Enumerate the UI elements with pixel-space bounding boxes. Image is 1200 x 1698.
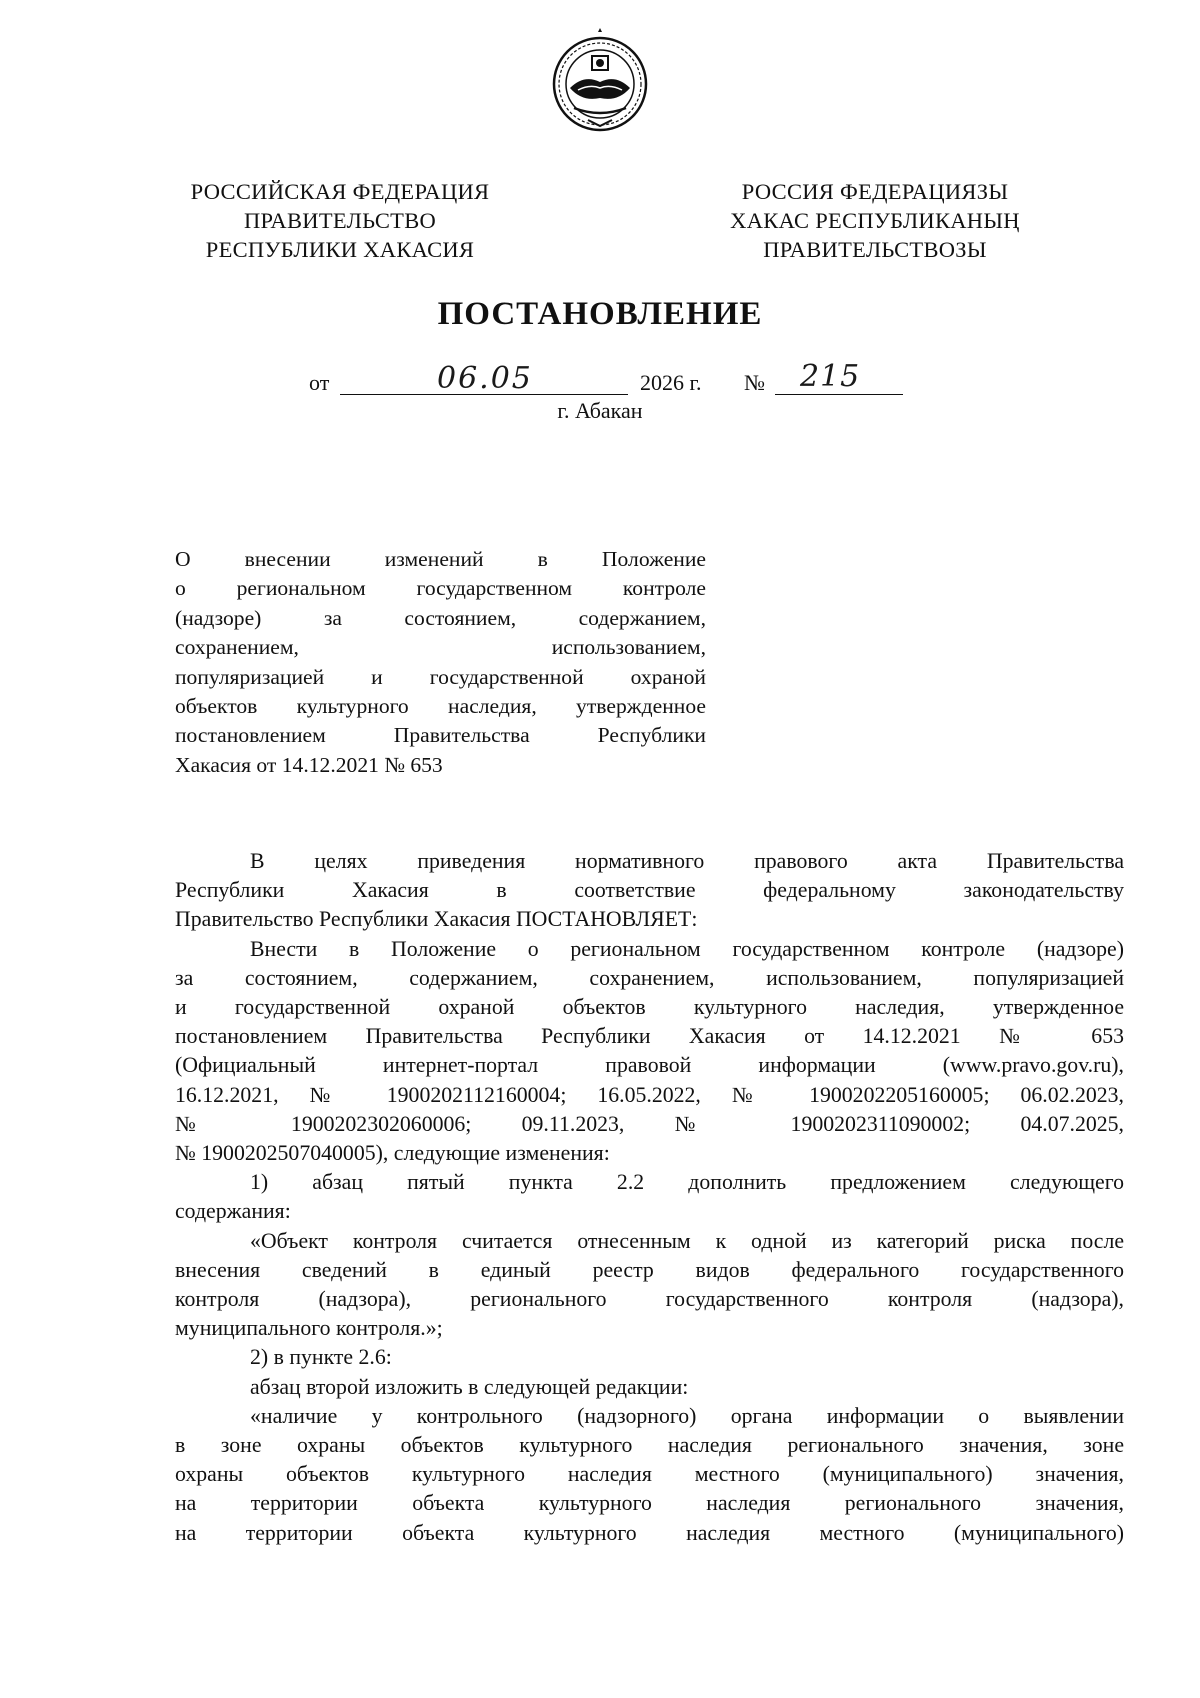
- body-line: В целях приведения нормативного правового акта Правительства: [250, 849, 1124, 873]
- subject-line: популяризацией и государственной охраной: [175, 664, 706, 689]
- subject-line: сохранением, использованием,: [175, 635, 706, 660]
- subject-line: объектов культурного наследия, утвержденное: [175, 694, 706, 719]
- body-line: № 1900202302060006; 09.11.2023, № 1900202311090002; 04.07.2025,: [175, 1111, 1124, 1136]
- header-line: ПРАВИТЕЛЬСТВО: [243, 208, 437, 233]
- document-body: [175, 847, 1124, 1548]
- subject-line: (надзоре) за состоянием, содержанием,: [175, 605, 706, 630]
- body-line: на территории объекта культурного наследия регионального значения,: [175, 1491, 1124, 1516]
- coat-of-arms-icon: [548, 22, 652, 140]
- body-line: внесения сведений в единый реестр видов федерального государственного: [175, 1257, 1124, 1282]
- body-line: контроля (надзора), регионального государственного контроля (надзора),: [175, 1287, 1124, 1312]
- subject-line: о региональном государственном контроле: [175, 576, 706, 601]
- body-line: в зоне охраны объектов культурного наследия регионального значения, зоне: [175, 1433, 1124, 1458]
- body-line: постановлением Правительства Республики Хакасия от 14.12.2021 № 653: [175, 1024, 1124, 1049]
- document-title: ПОСТАНОВЛЕНИЕ: [437, 296, 763, 332]
- body-line: Республики Хакасия в соответствие федеральному законодательству: [175, 878, 1124, 903]
- body-line: «Объект контроля считается отнесенным к одной из категорий риска после: [250, 1228, 1124, 1253]
- body-line: охраны объектов культурного наследия местного (муниципального) значения,: [175, 1462, 1124, 1487]
- body-line: 2) в пункте 2.6:: [250, 1345, 392, 1370]
- document-subject: [175, 545, 706, 780]
- date-handwritten: 06.05: [437, 361, 533, 396]
- number-underline: [775, 394, 903, 395]
- header-russian: [160, 177, 520, 264]
- header-line: РЕСПУБЛИКИ ХАКАСИЯ: [205, 237, 475, 262]
- date-from-label: от: [309, 370, 330, 395]
- subject-line: постановлением Правительства Республики: [175, 723, 706, 748]
- body-line: и государственной охраной объектов культурного наследия, утвержденное: [175, 995, 1124, 1020]
- subject-line: О внесении изменений в Положение: [175, 547, 706, 571]
- body-line: за состоянием, содержанием, сохранением, использованием, популяризацией: [175, 965, 1124, 990]
- body-line: № 1900202507040005), следующие изменения:: [175, 1141, 610, 1166]
- body-line: Внести в Положение о региональном государственном контроле (надзоре): [250, 936, 1124, 961]
- body-line: абзац второй изложить в следующей редакции:: [250, 1374, 689, 1399]
- body-line: (Официальный интернет-портал правовой информации (www.pravo.gov.ru),: [175, 1053, 1124, 1078]
- number-handwritten: 215: [800, 359, 861, 394]
- header-line: РОССИЙСКАЯ ФЕДЕРАЦИЯ: [190, 179, 490, 204]
- header-line: ХАКАС РЕСПУБЛИКАНЫҢ: [730, 208, 1020, 233]
- header-khakas: [695, 177, 1055, 264]
- body-line: 16.12.2021, № 1900202112160004; 16.05.2022, № 1900202205160005; 06.02.2023,: [175, 1082, 1124, 1107]
- year-label: 2026 г.: [640, 370, 702, 395]
- body-line: на территории объекта культурного наследия местного (муниципального): [175, 1520, 1124, 1545]
- body-line: «наличие у контрольного (надзорного) органа информации о выявлении: [250, 1403, 1124, 1428]
- header-line: РОССИЯ ФЕДЕРАЦИЯЗЫ: [741, 179, 1009, 204]
- header-line: ПРАВИТЕЛЬСТВОЗЫ: [763, 237, 987, 262]
- body-line: 1) абзац пятый пункта 2.2 дополнить предложением следующего: [250, 1170, 1124, 1195]
- number-label: №: [744, 370, 765, 395]
- body-line: муниципального контроля.»;: [175, 1316, 443, 1341]
- city-label: г. Абакан: [557, 398, 643, 423]
- body-line: содержания:: [175, 1199, 291, 1224]
- body-line: Правительство Республики Хакасия ПОСТАНОВЛЯЕТ:: [175, 907, 698, 932]
- subject-line: Хакасия от 14.12.2021 № 653: [175, 752, 443, 777]
